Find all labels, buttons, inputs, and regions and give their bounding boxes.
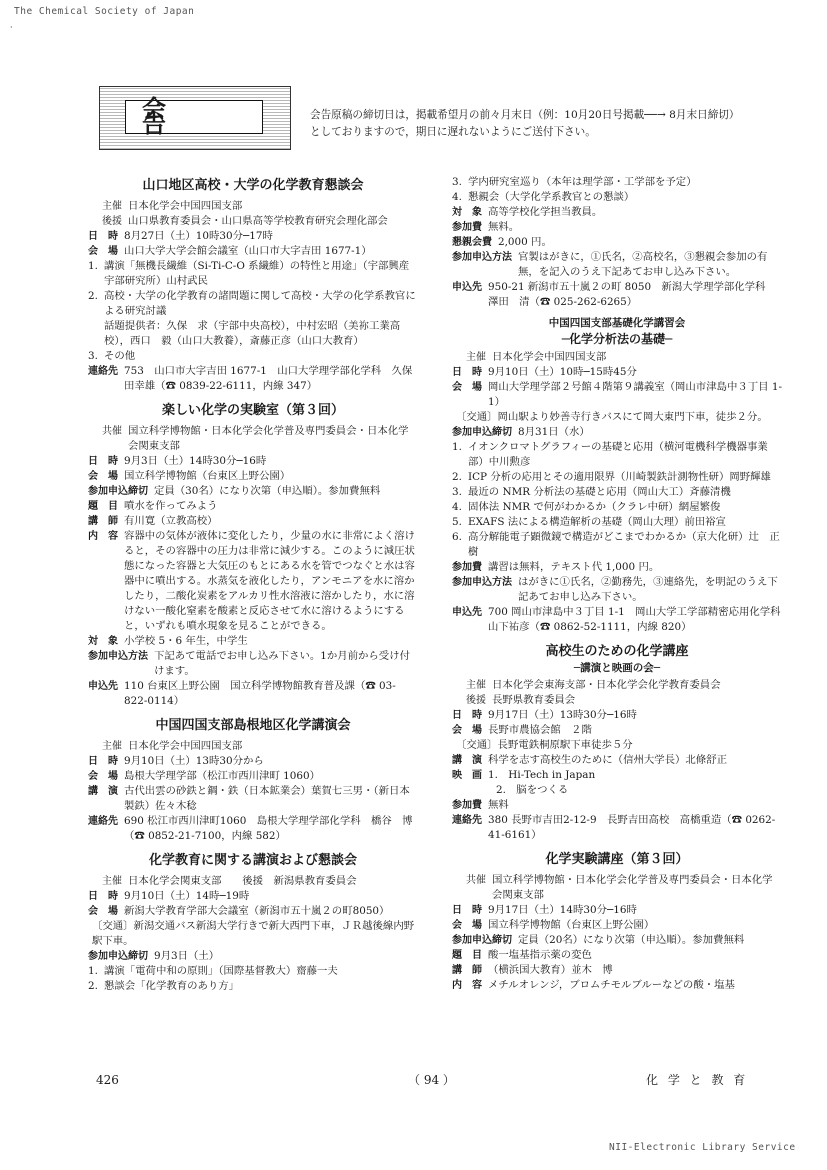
s5-fee: 講習は無料，テキスト代 1,000 円。 bbox=[488, 561, 660, 573]
s7-date: 9月17日（土）14時30分─16時 bbox=[488, 904, 637, 916]
s7-deadline: 定員（20名）になり次第（申込順）。参加費無料 bbox=[518, 934, 745, 946]
s4-target: 高等学校化学担当教員。 bbox=[488, 206, 603, 218]
s5-title-small: 中国四国支部基礎化学講習会 bbox=[548, 317, 686, 329]
s1-item3: その他 bbox=[104, 350, 136, 362]
s2-method: 下記あて電話でお申し込み下さい。1か月前から受け付けます。 bbox=[154, 650, 410, 677]
s3-lecture: 古代出雲の砂鉄と鋼・鉄（日本鉱業会）葉賀七三男・（新日本製鉄）佐々木稔 bbox=[124, 785, 410, 812]
s4-date: 9月10日（土）14時─19時 bbox=[124, 890, 250, 902]
s7-content-key: 内 容 bbox=[452, 980, 482, 991]
notice-line-1: 会告原稿の締切日は，掲載希望月の前々月末日（例：10月20日号掲載──→ 8月末日締切） bbox=[310, 109, 740, 121]
s2-apply: 110 台東区上野公園 国立科学博物館教育普及課（☎ 03-822-0114） bbox=[124, 680, 396, 707]
s6-fee-key: 参加費 bbox=[452, 800, 482, 811]
s3-contact-key: 連絡先 bbox=[88, 816, 118, 827]
s5-item3-num: 3. bbox=[452, 486, 462, 498]
margin-dot: · bbox=[10, 23, 13, 32]
s1-item3-num: 3. bbox=[88, 350, 98, 362]
s7-sponsor-key: 共催 bbox=[466, 875, 486, 886]
s1-venue: 山口大学大学会館会議室（山口市大字吉田 1677-1） bbox=[124, 245, 372, 257]
s4-item1: 講演「電荷中和の原則」（国際基督教大）齋藤一夫 bbox=[104, 965, 338, 977]
page-number-center: （ 94 ） bbox=[408, 1073, 455, 1087]
s1-date: 8月27日（土）10時30分─17時 bbox=[124, 230, 273, 242]
s5-date: 9月10日（土）10時─15時45分 bbox=[488, 366, 637, 378]
s1-date-key: 日 時 bbox=[88, 231, 118, 242]
s5-method: はがきに①氏名，②勤務先，③連絡先，を明記のうえ下記あてお申し込み下さい。 bbox=[518, 576, 778, 603]
s6-traffic: 〔交通〕長野電鉄桐原駅下車徒歩５分 bbox=[456, 739, 633, 751]
s2-method-key: 参加申込方法 bbox=[88, 651, 148, 662]
s6-movie-1: 1. Hi-Tech in Japan bbox=[488, 769, 596, 781]
s6-contact-key: 連絡先 bbox=[452, 815, 482, 826]
journal-name: 化 学 と 教 育 bbox=[646, 1073, 749, 1087]
s5-venue: 岡山大学理学部２号館４階第９講義室（岡山市津島中３丁目 1-1） bbox=[488, 381, 782, 408]
s4-date-key: 日 時 bbox=[88, 891, 118, 902]
s5-sponsor: 日本化学会中国四国支部 bbox=[492, 351, 607, 363]
s1-contact-key: 連絡先 bbox=[88, 366, 118, 377]
s5-item4: 固体法 NMR で何がわかるか（クラレ中研）網屋繁俊 bbox=[468, 501, 721, 513]
s2-lecturer: 有川寛（立教高校） bbox=[124, 515, 218, 527]
s5-item4-num: 4. bbox=[452, 501, 462, 513]
page-number: 426 bbox=[96, 1073, 119, 1087]
s1-sponsor-key: 主催 bbox=[102, 201, 122, 212]
s6-support: 長野県教育委員会 bbox=[492, 694, 576, 706]
s5-deadline: 8月31日（水） bbox=[518, 426, 590, 438]
s5-item3: 最近の NMR 分析法の基礎と応用（岡山大工）斉藤清機 bbox=[468, 486, 731, 498]
s5-item5-num: 5. bbox=[452, 516, 462, 528]
s2-content: 容器中の気体が液体に変化したり，少量の水に非常によく溶けると，その容器中の圧力は非常に減少する。このように減圧状態になった容器と大気圧のもとにある水を管でつなぐと水は容器中に噴出する。水蒸気を液化したり，アンモニアを水に溶かしたり，二酸化炭素をアルカリ性水溶液に溶かしたり，水に溶けない一酸化窒素を酸素と反応させて水に溶けるようにすると，いずれも噴水現象を見ることができる。 bbox=[124, 530, 415, 632]
s4-fee: 無料。 bbox=[488, 221, 520, 233]
s6-support-key: 後援 bbox=[466, 695, 486, 706]
s2-target: 小学校 5・6 年生，中学生 bbox=[124, 635, 248, 647]
s4-sponsor: 日本化学会関東支部 後援 新潟県教育委員会 bbox=[128, 875, 357, 887]
s5-title: ─化学分析法の基礎─ bbox=[561, 332, 673, 346]
s1-contact: 753 山口市大字吉田 1677-1 山口大学理学部化学科 久保田幸雄（☎ 0839-22-6111，内線 347） bbox=[124, 365, 413, 392]
s3-contact: 690 松江市西川津町1060 島根大学理学部化学科 橋谷 博（☎ 0852-21-7100，内線 582） bbox=[124, 815, 413, 842]
s4-item4: 懇親会（大学化学系教官との懇談） bbox=[468, 191, 635, 203]
s1-item2: 高校・大学の化学教育の諸問題に関して高校・大学の化学系教官による研究討議 bbox=[104, 290, 416, 317]
s5-date-key: 日 時 bbox=[452, 367, 482, 378]
s6-lecture: 科学を志す高校生のために（信州大学長）北條舒正 bbox=[488, 754, 727, 766]
s7-deadline-key: 参加申込締切 bbox=[452, 935, 512, 946]
s6-fee: 無料 bbox=[488, 799, 509, 811]
s3-sponsor-key: 主催 bbox=[102, 741, 122, 752]
s4-party-key: 懇親会費 bbox=[452, 237, 492, 248]
s7-venue-key: 会 場 bbox=[452, 920, 482, 931]
s4-item2-num: 2. bbox=[88, 980, 98, 992]
s2-theme: 噴水を作ってみよう bbox=[124, 500, 218, 512]
s1-venue-key: 会 場 bbox=[88, 246, 118, 257]
s6-title: 高校生のための化学講座 bbox=[545, 644, 689, 659]
s1-sponsor: 日本化学会中国四国支部 bbox=[128, 200, 243, 212]
s4-apply-key: 申込先 bbox=[452, 282, 482, 293]
s6-date-key: 日 時 bbox=[452, 710, 482, 721]
notice-line-2: としておりますので，期日に遅れないようにご送付下さい。 bbox=[310, 126, 596, 138]
library-footer: NII-Electronic Library Service bbox=[609, 1142, 796, 1153]
s5-item6-num: 6. bbox=[452, 531, 462, 543]
s5-fee-key: 参加費 bbox=[452, 562, 482, 573]
s5-method-key: 参加申込方法 bbox=[452, 577, 512, 588]
s6-lecture-key: 講 演 bbox=[452, 755, 482, 766]
s2-sponsor: 国立科学博物館・日本化学会化学普及専門委員会・日本化学会関東支部 bbox=[128, 425, 409, 452]
s6-subtitle: ─講演と映画の会─ bbox=[573, 662, 661, 674]
s5-sponsor-key: 主催 bbox=[466, 352, 486, 363]
s7-theme: 酸一塩基指示薬の変色 bbox=[488, 949, 592, 961]
s4-item4-num: 4. bbox=[452, 191, 462, 203]
s5-item2-num: 2. bbox=[452, 471, 462, 483]
s2-date: 9月3日（土）14時30分─16時 bbox=[124, 455, 267, 467]
s6-movie-key: 映 画 bbox=[452, 770, 482, 781]
s4-item3: 学内研究室巡り（本年は理学部・工学部を予定） bbox=[468, 176, 697, 188]
s7-theme-key: 題 目 bbox=[452, 950, 482, 961]
s7-date-key: 日 時 bbox=[452, 905, 482, 916]
s2-title: 楽しい化学の実験室（第３回） bbox=[161, 403, 344, 418]
s4-item3-num: 3. bbox=[452, 176, 462, 188]
s6-contact: 380 長野市吉田2-12-9 長野吉田高校 高橋重造（☎ 0262-41-6161） bbox=[488, 814, 776, 841]
s3-lecture-key: 講 演 bbox=[88, 786, 118, 797]
announcement-banner bbox=[99, 86, 291, 150]
s6-movie-2: 2. 脳をつくる bbox=[496, 784, 569, 796]
s2-content-key: 内 容 bbox=[88, 531, 118, 542]
s2-apply-key: 申込先 bbox=[88, 681, 118, 692]
s5-item1: イオンクロマトグラフィーの基礎と応用（横河電機科学機器事業部）中川勲彦 bbox=[468, 441, 768, 468]
s4-party: 2,000 円。 bbox=[498, 236, 552, 248]
s2-deadline: 定員（30名）になり次第（申込順）。参加費無料 bbox=[154, 485, 381, 497]
s4-item2: 懇談会「化学教育のあり方」 bbox=[104, 980, 240, 992]
s2-venue-key: 会 場 bbox=[88, 471, 118, 482]
s4-item1-num: 1. bbox=[88, 965, 98, 977]
s4-title: 化学教育に関する講演および懇談会 bbox=[148, 853, 357, 868]
s4-method-key: 参加申込方法 bbox=[452, 252, 512, 263]
s5-traffic: 〔交通〕岡山駅より妙善寺行きバスにて岡大東門下車，徒歩２分。 bbox=[456, 411, 768, 423]
s5-item2: ICP 分析の応用とその適用限界（川崎製鉄計測物性研）岡野輝雄 bbox=[468, 471, 771, 483]
s3-date: 9月10日（土）13時30分から bbox=[124, 755, 264, 767]
s6-venue-key: 会 場 bbox=[452, 725, 482, 736]
s5-apply: 700 岡山市津島中３丁目 1-1 岡山大学工学部精密応用化学科 山下祐彦（☎ 0862-52-1111，内線 820） bbox=[488, 606, 791, 633]
s7-content: メチルオレンジ，ブロムチモルブルーなどの酸・塩基 bbox=[488, 979, 735, 991]
s4-sponsor-key: 主催 bbox=[102, 876, 122, 887]
s2-sponsor-key: 共催 bbox=[102, 426, 122, 437]
s6-sponsor: 日本化学会東海支部・日本化学会化学教育委員会 bbox=[492, 679, 721, 691]
s1-item1-num: 1. bbox=[88, 260, 98, 272]
s4-venue: 新潟大学教育学部大会議室（新潟市五十嵐２の町8050） bbox=[124, 905, 390, 917]
s7-title: 化学実験講座（第３回） bbox=[545, 852, 689, 867]
s3-date-key: 日 時 bbox=[88, 756, 118, 767]
left-column bbox=[88, 175, 418, 994]
s3-venue-key: 会 場 bbox=[88, 771, 118, 782]
s1-item2-num: 2. bbox=[88, 290, 98, 302]
s4-venue-key: 会 場 bbox=[88, 906, 118, 917]
s4-deadline: 9月3日（土） bbox=[154, 950, 220, 962]
s1-title: 山口地区高校・大学の化学教育懇談会 bbox=[142, 178, 364, 193]
s6-sponsor-key: 主催 bbox=[466, 680, 486, 691]
s4-target-key: 対 象 bbox=[452, 207, 482, 218]
s1-support: 山口県教育委員会・山口県高等学校教育研究会理化部会 bbox=[128, 215, 388, 227]
s3-sponsor: 日本化学会中国四国支部 bbox=[128, 740, 243, 752]
s3-title: 中国四国支部島根地区化学講演会 bbox=[155, 718, 351, 733]
s5-item1-num: 1. bbox=[452, 441, 462, 453]
s7-venue: 国立科学博物館（台東区上野公園） bbox=[488, 919, 655, 931]
s5-venue-key: 会 場 bbox=[452, 382, 482, 393]
s6-date: 9月17日（土）13時30分─16時 bbox=[488, 709, 637, 721]
s2-target-key: 対 象 bbox=[88, 636, 118, 647]
s3-venue: 島根大学理学部（松江市西川津町 1060） bbox=[124, 770, 320, 782]
s2-deadline-key: 参加申込締切 bbox=[88, 486, 148, 497]
s5-deadline-key: 参加申込締切 bbox=[452, 427, 512, 438]
s4-fee-key: 参加費 bbox=[452, 222, 482, 233]
s4-traffic: 〔交通〕新潟交通バス新潟大学行きで新大西門下車，ＪＲ越後線内野駅下車。 bbox=[92, 920, 415, 947]
s6-venue: 長野市農協会館 ２階 bbox=[488, 724, 592, 736]
s1-item2-speakers: 話題提供者：久保 求（宇部中央高校），中村宏昭（美祢工業高校），西口 毅（山口大教養），斎藤正彦（山口大教育） bbox=[104, 320, 401, 347]
society-header: The Chemical Society of Japan bbox=[14, 6, 195, 17]
s4-apply: 950-21 新潟市五十嵐２の町 8050 新潟大学理学部化学科 澤田 清（☎ 025-262-6265） bbox=[488, 281, 776, 308]
s7-sponsor: 国立科学博物館・日本化学会化学普及専門委員会・日本化学会関東支部 bbox=[492, 874, 773, 901]
s2-theme-key: 題 目 bbox=[88, 501, 118, 512]
banner-title: 会 告 bbox=[125, 100, 263, 134]
right-column bbox=[452, 175, 791, 993]
s1-item1: 講演「無機長繊維（Si-Ti-C-O 系繊維）の特性と用途」（宇部興産宇部研究所）山村武民 bbox=[104, 260, 410, 287]
s4-method: 官製はがきに，①氏名，②高校名，③懇親会参加の有無，を記入のうえ下記あてお申し込み下さい。 bbox=[518, 251, 768, 278]
s5-item6: 高分解能電子顕微鏡で構造がどこまでわかるか（京大化研）辻 正樹 bbox=[468, 531, 780, 558]
s7-lecturer-key: 講 師 bbox=[452, 965, 482, 976]
s2-venue: 国立科学博物館（台東区上野公園） bbox=[124, 470, 291, 482]
s2-lecturer-key: 講 師 bbox=[88, 516, 118, 527]
s4-deadline-key: 参加申込締切 bbox=[88, 951, 148, 962]
s2-date-key: 日 時 bbox=[88, 456, 118, 467]
deadline-notice bbox=[310, 107, 780, 141]
s1-support-key: 後援 bbox=[102, 216, 122, 227]
s7-lecturer: （横浜国大教育）並木 博 bbox=[488, 964, 613, 976]
s5-item5: EXAFS 法による構造解析の基礎（岡山大理）前田裕宣 bbox=[468, 516, 726, 528]
s5-apply-key: 申込先 bbox=[452, 607, 482, 618]
